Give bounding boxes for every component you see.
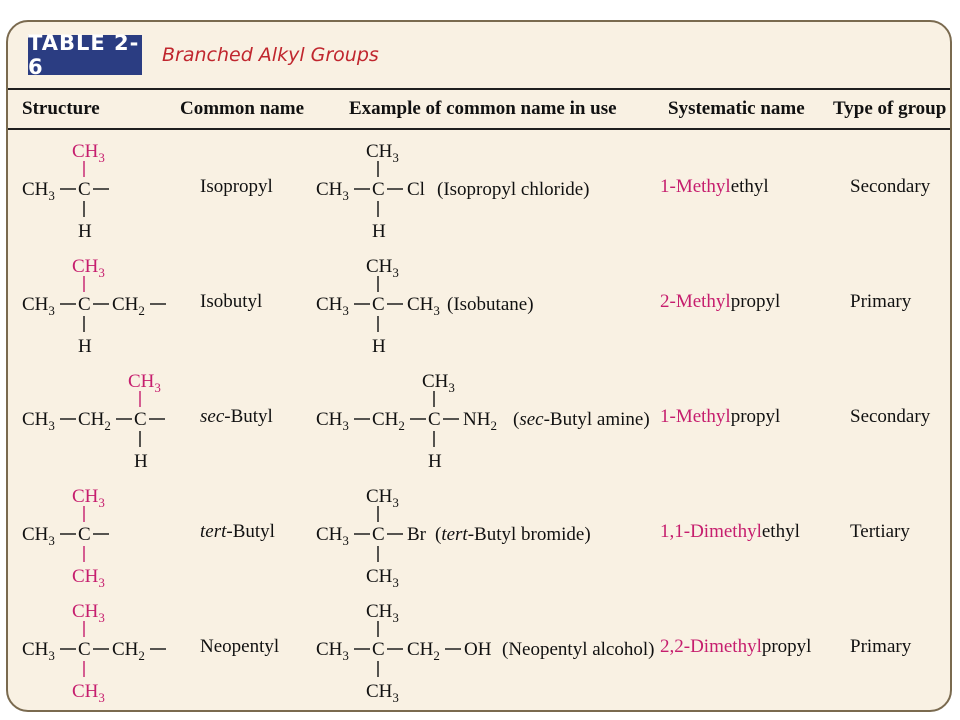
header-structure: Structure bbox=[22, 98, 100, 119]
header-type-of-group: Type of group bbox=[833, 98, 947, 119]
header-systematic-name: Systematic name bbox=[668, 98, 805, 119]
header-top-rule bbox=[8, 88, 950, 90]
methylene-group: $CH_2$ bbox=[112, 294, 145, 318]
methyl-group: $CH_3$ bbox=[22, 639, 55, 663]
carbon-atom: C bbox=[372, 179, 385, 200]
table-row bbox=[8, 133, 950, 248]
group-type: Primary bbox=[850, 291, 912, 312]
group-type: Secondary bbox=[850, 406, 931, 427]
substituent-bottom: H bbox=[78, 336, 92, 357]
substituent-top: $CH_3$ bbox=[366, 141, 399, 165]
methylene-group: $CH_2$ bbox=[78, 409, 111, 433]
example-formula bbox=[308, 593, 668, 708]
common-name: Neopentyl bbox=[200, 636, 280, 657]
methylene-group: $CH_2$ bbox=[407, 639, 440, 663]
table-row bbox=[8, 478, 950, 593]
group-type: Tertiary bbox=[850, 521, 910, 542]
example-name: (Neopentyl alcohol) bbox=[502, 639, 655, 660]
carbon-atom: C bbox=[134, 409, 147, 430]
header-bottom-rule bbox=[8, 128, 950, 130]
systematic-name: 2,2-Dimethylpropyl bbox=[660, 636, 812, 657]
substituent-bottom: H bbox=[428, 451, 442, 472]
systematic-name: 1,1-Dimethylethyl bbox=[660, 521, 800, 542]
hydroxyl-group: OH bbox=[464, 639, 492, 660]
carbon-atom: C bbox=[372, 294, 385, 315]
methyl-group: $CH_3$ bbox=[316, 179, 349, 203]
methylene-group: $CH_2$ bbox=[372, 409, 405, 433]
systematic-name: 1-Methylpropyl bbox=[660, 406, 781, 427]
example-name: (tert-Butyl bromide) bbox=[435, 524, 591, 545]
substituent-top: $CH_3$ bbox=[366, 256, 399, 280]
carbon-atom: C bbox=[78, 179, 91, 200]
carbon-atom: C bbox=[78, 524, 91, 545]
example-name: (Isobutane) bbox=[447, 294, 534, 315]
methyl-group: $CH_3$ bbox=[316, 639, 349, 663]
structure-formula bbox=[8, 593, 198, 708]
common-name: Isobutyl bbox=[200, 291, 263, 312]
example-formula bbox=[308, 363, 668, 478]
substituent-top: $CH_3$ bbox=[366, 486, 399, 510]
common-name: sec-Butyl bbox=[200, 406, 273, 427]
common-name: tert-Butyl bbox=[200, 521, 275, 542]
common-name: Isopropyl bbox=[200, 176, 273, 197]
systematic-name: 1-Methylethyl bbox=[660, 176, 769, 197]
chlorine-atom: Cl bbox=[407, 179, 425, 200]
substituent-top: $CH_3$ bbox=[72, 141, 105, 165]
structure-formula bbox=[8, 248, 198, 363]
substituent-bottom: H bbox=[372, 221, 386, 242]
substituent-bottom: $CH_3$ bbox=[72, 681, 105, 705]
table-row bbox=[8, 248, 950, 363]
table-title: Branched Alkyl Groups bbox=[162, 44, 379, 66]
example-formula bbox=[308, 478, 668, 593]
example-name: (sec-Butyl amine) bbox=[513, 409, 650, 430]
substituent-top: $CH_3$ bbox=[72, 256, 105, 280]
methyl-group: $CH_3$ bbox=[316, 524, 349, 548]
example-formula bbox=[308, 133, 668, 248]
amine-group: $NH_2$ bbox=[463, 409, 497, 433]
structure-formula bbox=[8, 133, 198, 248]
header-common-name: Common name bbox=[180, 98, 305, 119]
substituent-top: $CH_3$ bbox=[72, 601, 105, 625]
table-row bbox=[8, 593, 950, 708]
carbon-atom: C bbox=[428, 409, 441, 430]
group-type: Primary bbox=[850, 636, 912, 657]
methylene-group: $CH_2$ bbox=[112, 639, 145, 663]
carbon-atom: C bbox=[372, 639, 385, 660]
carbon-atom: C bbox=[78, 294, 91, 315]
structure-formula bbox=[8, 478, 198, 593]
carbon-atom: C bbox=[78, 639, 91, 660]
substituent-bottom: H bbox=[134, 451, 148, 472]
group-type: Secondary bbox=[850, 176, 931, 197]
bromine-atom: Br bbox=[407, 524, 426, 545]
substituent-bottom: H bbox=[78, 221, 92, 242]
substituent-bottom: $CH_3$ bbox=[366, 681, 399, 705]
structure-formula bbox=[8, 363, 198, 478]
methyl-group: $CH_3$ bbox=[407, 294, 440, 318]
example-name: (Isopropyl chloride) bbox=[437, 179, 590, 200]
methyl-group: $CH_3$ bbox=[22, 179, 55, 203]
methyl-group: $CH_3$ bbox=[22, 524, 55, 548]
substituent-top: $CH_3$ bbox=[366, 601, 399, 625]
substituent-bottom: $CH_3$ bbox=[366, 566, 399, 590]
table-row bbox=[8, 363, 950, 478]
carbon-atom: C bbox=[372, 524, 385, 545]
header-example: Example of common name in use bbox=[349, 98, 617, 119]
methyl-group: $CH_3$ bbox=[22, 294, 55, 318]
methyl-group: $CH_3$ bbox=[316, 409, 349, 433]
substituent-bottom: H bbox=[372, 336, 386, 357]
substituent-bottom: $CH_3$ bbox=[72, 566, 105, 590]
substituent-top: $CH_3$ bbox=[72, 486, 105, 510]
systematic-name: 2-Methylpropyl bbox=[660, 291, 781, 312]
methyl-group: $CH_3$ bbox=[22, 409, 55, 433]
substituent-top: $CH_3$ bbox=[422, 371, 455, 395]
substituent-top: $CH_3$ bbox=[128, 371, 161, 395]
table-number-badge: TABLE 2-6 bbox=[28, 35, 142, 75]
example-formula bbox=[308, 248, 668, 363]
methyl-group: $CH_3$ bbox=[316, 294, 349, 318]
